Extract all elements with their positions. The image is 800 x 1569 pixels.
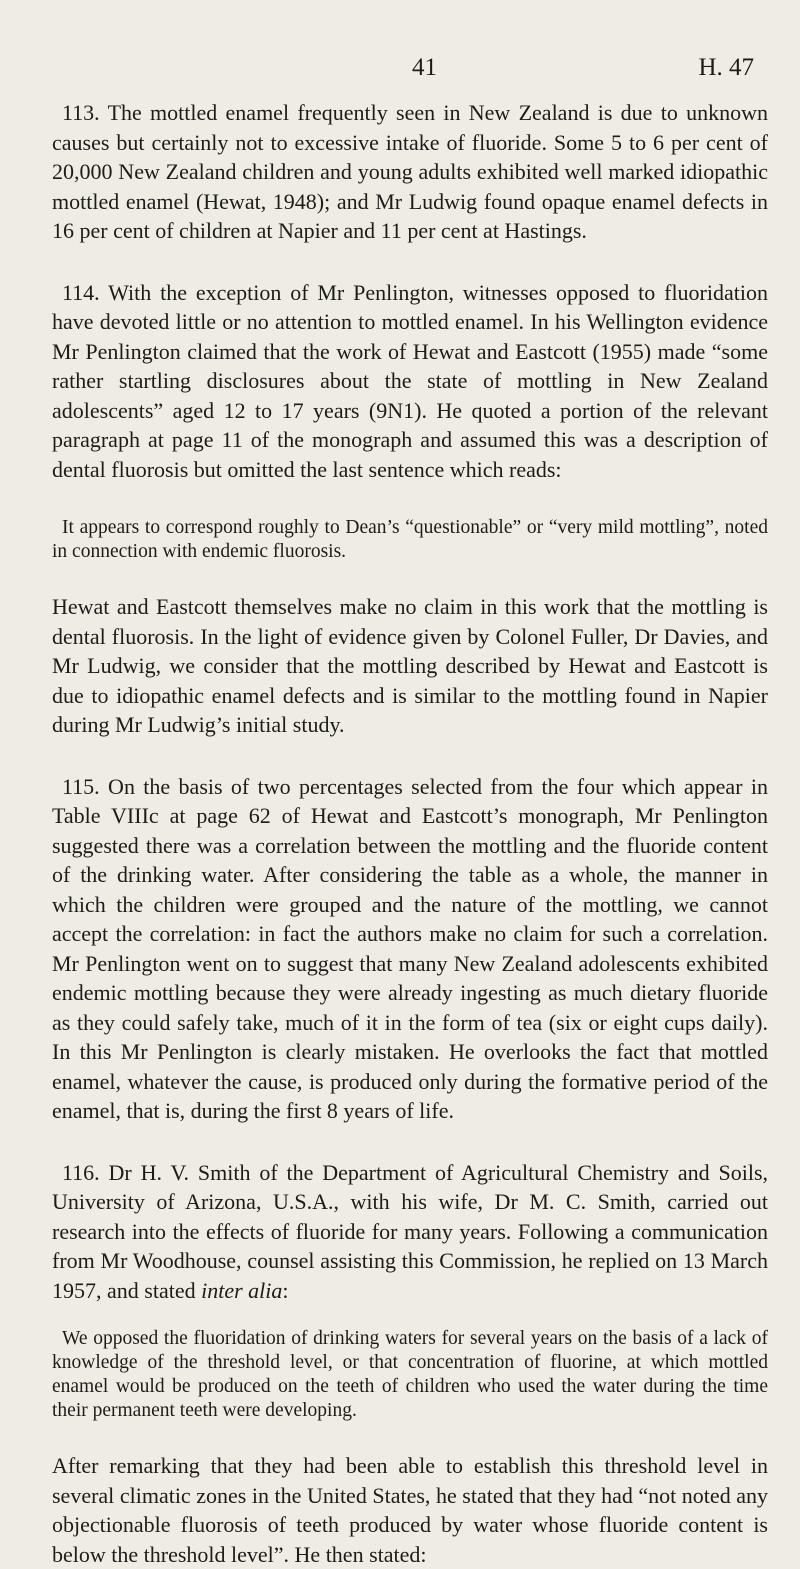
- paragraph-114: 114. With the exception of Mr Penlington, witnesses opposed to fluoridation have devoted little or no attention to mottled enamel. In his Wellington evidence Mr Penlington claimed that the work of Hewat and Eastcott (1955) made “some rather startling disclosures about the state of mottling in New Zealand adolescents” aged 12 to 17 years (9N1). He quoted a portion of the relevant paragraph at page 11 of the monograph and assumed this was a description of dental fluorosis but omitted the last sentence which reads:: [52, 279, 768, 482]
- paragraph-116-end: :: [282, 1277, 289, 1303]
- block-quote-114: It appears to correspond roughly to Dean’s “questionable” or “very mild mottling”, noted in connection with endemic fluorosis.: [52, 517, 768, 562]
- page-number: 41: [412, 54, 437, 81]
- document-body: [52, 98, 768, 1569]
- latin-phrase: inter alia: [201, 1277, 283, 1303]
- paragraph-116-lead: 116. Dr H. V. Smith of the Department of Agricultural Chemistry and Soils, University of Arizona, U.S.A., with his wife, Dr M. C. Smith, carried out research into the effects of fluoride for many years. Following a communication from Mr Woodhouse, counsel assisting this Commission, he replied on 13 March 1957, and stated: [52, 1159, 768, 1303]
- page-header: [52, 54, 768, 88]
- paragraph-114-continued: Hewat and Eastcott themselves make no claim in this work that the mottling is dental fluorosis. In the light of evidence given by Colonel Fuller, Dr Davies, and Mr Ludwig, we consider that the mottling described by Hewat and Eastcott is due to idiopathic enamel defects and is similar to the mottling found in Napier during Mr Ludwig’s initial study.: [52, 594, 768, 737]
- paragraph-116-continued: After remarking that they had been able to establish this threshold level in several climatic zones in the United States, he stated that they had “not noted any objectionable fluorosis of teeth produced by water whose fluoride content is below the threshold level”. He then stated:: [52, 1453, 768, 1567]
- paragraph-116: [52, 1158, 768, 1306]
- document-reference: H. 47: [698, 54, 754, 81]
- block-quote-116: We opposed the fluoridation of drinking waters for several years on the basis of a lack of knowledge of the threshold level, or that concentration of fluorine, at which mottled enamel would be produced on the teeth of children who used the water during the time their permanent teeth were developing.: [52, 1328, 768, 1421]
- paragraph-113: 113. The mottled enamel frequently seen in New Zealand is due to unknown causes but certainly not to excessive intake of fluoride. Some 5 to 6 per cent of 20,000 New Zealand children and young adults exhibited well marked idiopathic mottled enamel (Hewat, 1948); and Mr Ludwig found opaque enamel defects in 16 per cent of children at Napier and 11 per cent at Hastings.: [52, 100, 768, 243]
- paragraph-115: 115. On the basis of two percentages selected from the four which appear in Table VIIIc at page 62 of Hewat and Eastcott’s monograph, Mr Penlington suggested there was a correlation between the mottling and the fluoride content of the drinking water. After considering the table as a whole, the manner in which the children were grouped and the nature of the mottling, we cannot accept the correlation: in fact the authors make no claim for such a correlation. Mr Penlington went on to suggest that many New Zealand adolescents exhibited endemic mottling because they were already ingesting as much dietary fluoride as they could safely take, much of it in the form of tea (six or eight cups daily). In this Mr Penlington is clearly mistaken. He overlooks the fact that mottled enamel, whatever the cause, is produced only during the formative period of the enamel, that is, during the first 8 years of life.: [52, 773, 768, 1123]
